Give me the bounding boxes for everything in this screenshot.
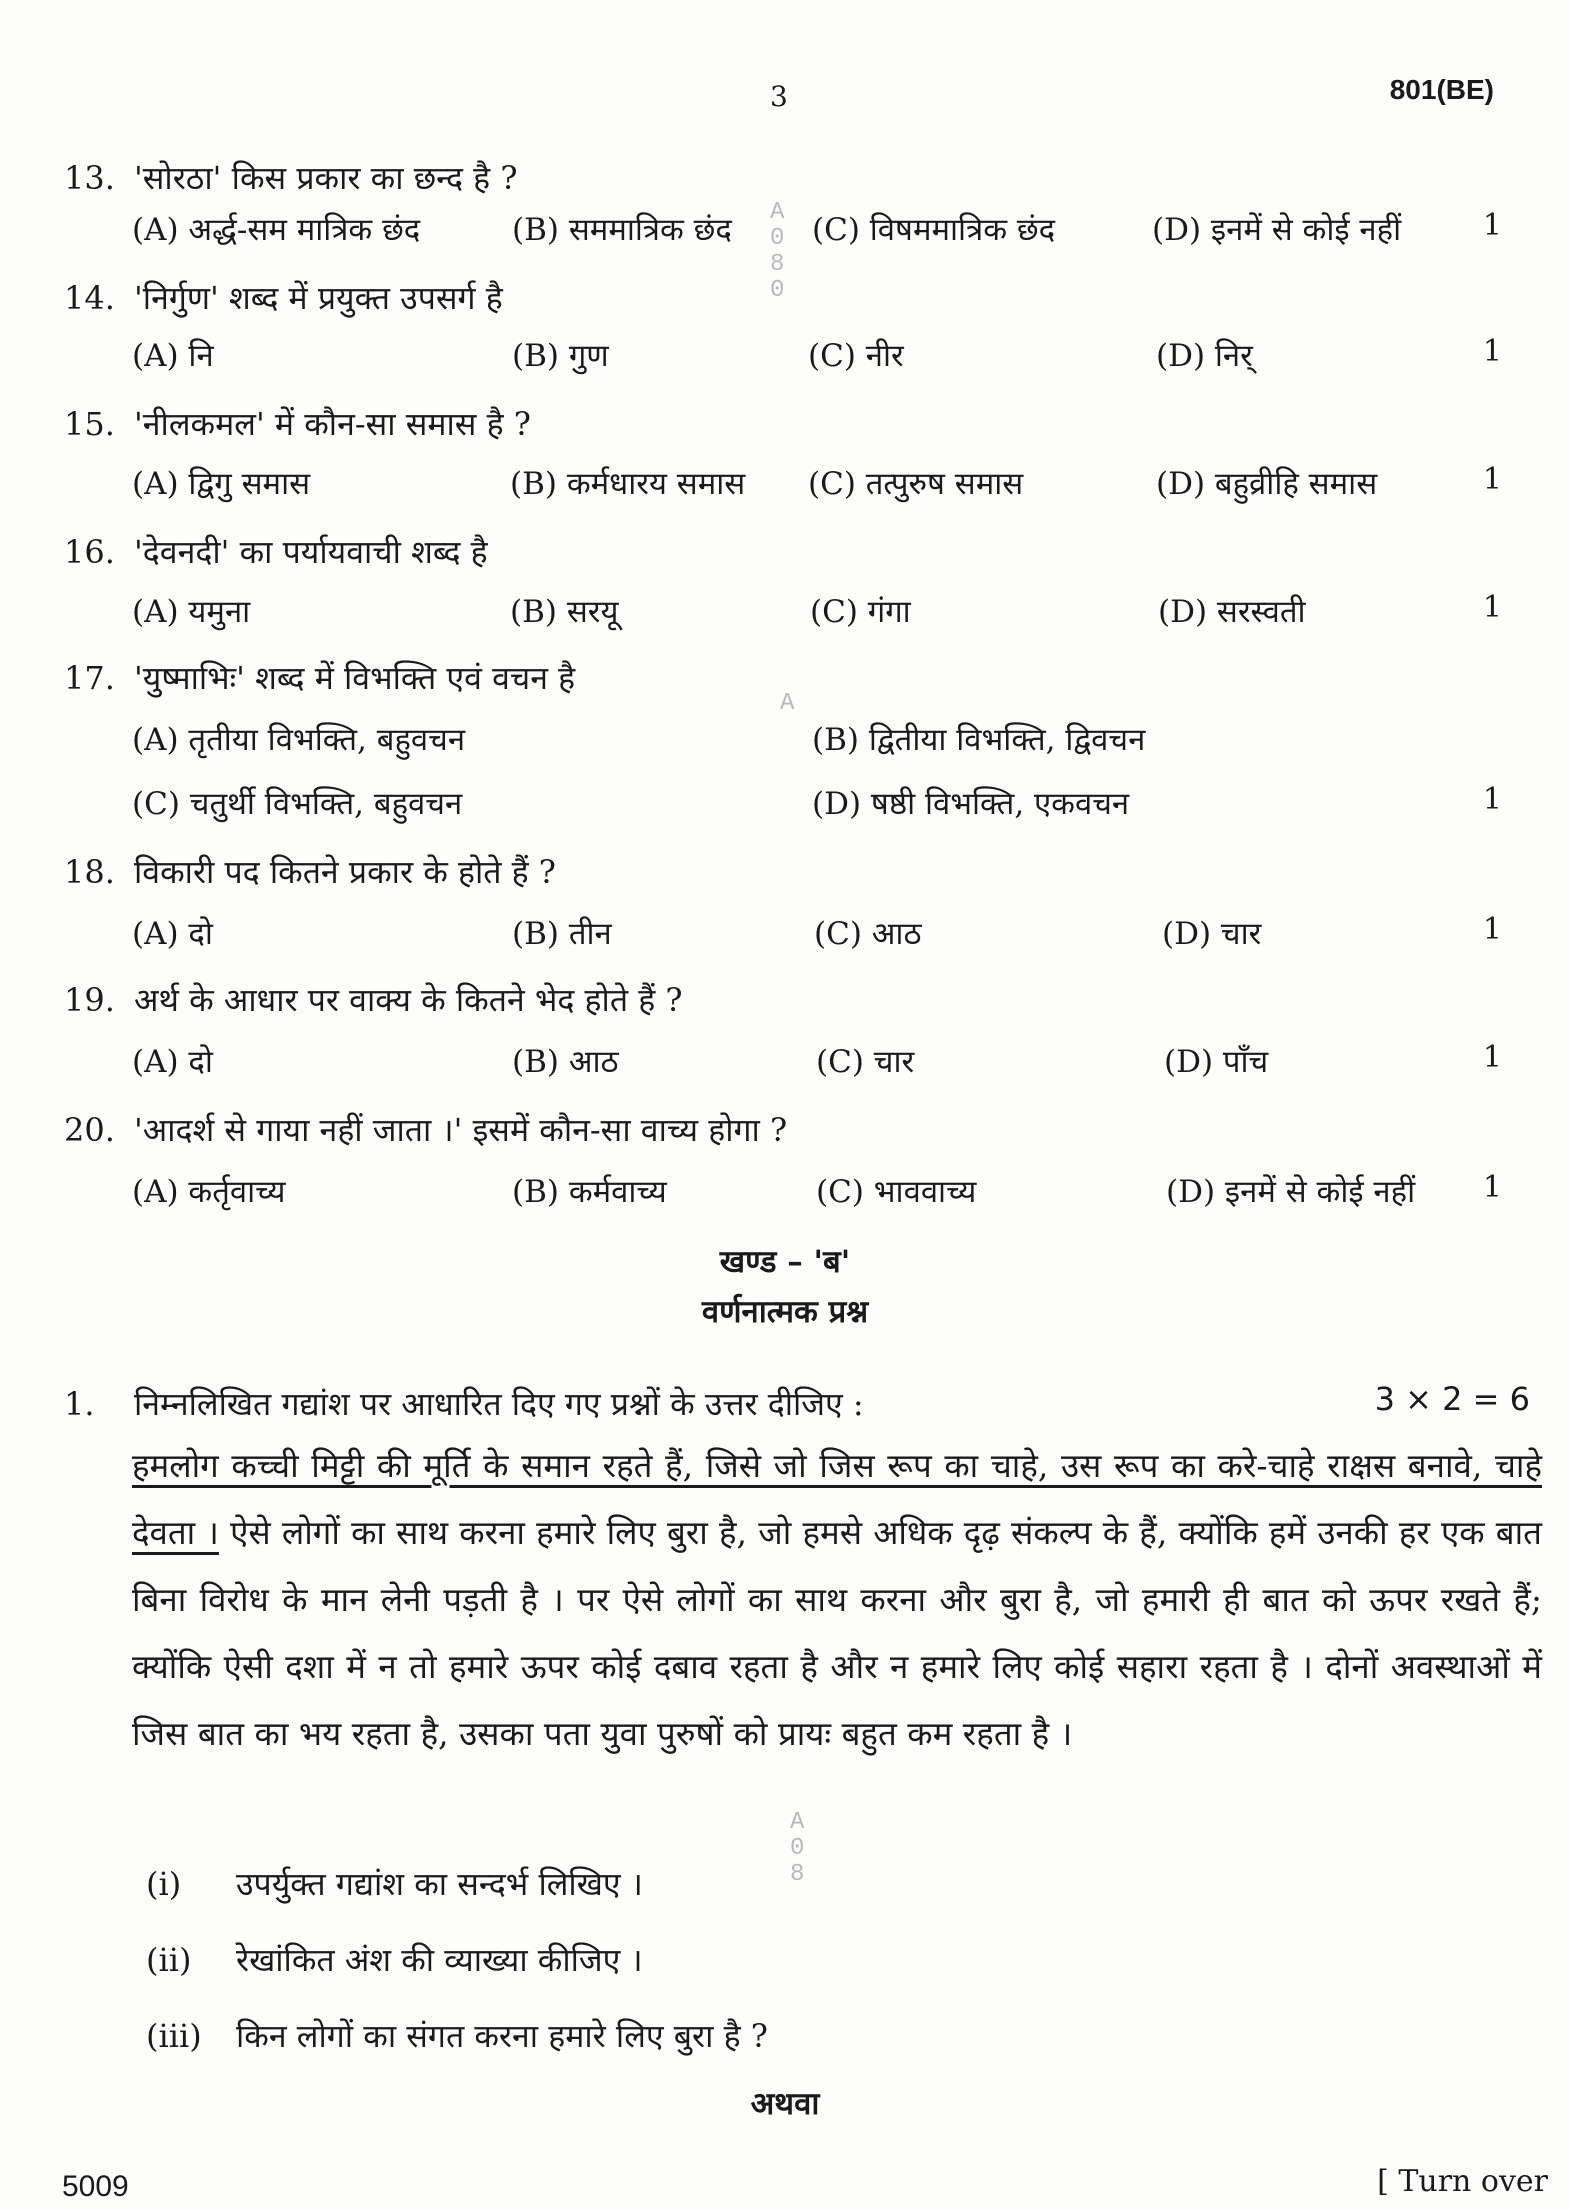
question-text: 'सोरठा' किस प्रकार का छन्द है ? xyxy=(134,159,518,197)
turn-over: [ Turn over xyxy=(1377,2164,1548,2199)
option-b: (B) गुण xyxy=(512,338,609,374)
marks: 1 xyxy=(1482,462,1502,497)
question-text: विकारी पद कितने प्रकार के होते हैं ? xyxy=(134,853,556,891)
marks: 1 xyxy=(1482,1040,1502,1075)
section-subtitle: वर्णनात्मक प्रश्न xyxy=(701,1294,869,1330)
option-c: (C) आठ xyxy=(814,916,922,952)
question-number: 13. xyxy=(64,159,115,197)
option-d: (D) बहुव्रीहि समास xyxy=(1156,466,1378,502)
question-number: 18. xyxy=(64,853,115,891)
marks: 1 xyxy=(1482,590,1502,625)
option-b: (B) कर्मधारय समास xyxy=(510,466,746,502)
sub-text: किन लोगों का संगत करना हमारे लिए बुरा है ? xyxy=(236,2017,768,2055)
sub-text: उपर्युक्त गद्यांश का सन्दर्भ लिखिए । xyxy=(236,1865,643,1903)
page-number: 3 xyxy=(770,80,788,113)
question-number: 15. xyxy=(64,405,115,443)
option-d: (D) सरस्वती xyxy=(1158,594,1306,630)
option-d: (D) इनमें से कोई नहीं xyxy=(1152,212,1402,248)
sub-number: (iii) xyxy=(146,2017,202,2055)
or-divider: अथवा xyxy=(750,2086,820,2122)
option-b: (B) आठ xyxy=(512,1044,619,1080)
long-question-marks: 3 × 2 = 6 xyxy=(1374,1380,1530,1418)
option-a: (A) अर्द्ध-सम मात्रिक छंद xyxy=(132,212,421,248)
option-c: (C) चार xyxy=(816,1044,915,1080)
question-15 xyxy=(64,402,1524,445)
option-a: (A) दो xyxy=(132,1044,213,1080)
option-a: (A) यमुना xyxy=(132,594,251,630)
option-c: (C) विषममात्रिक छंद xyxy=(812,212,1056,248)
marks: 1 xyxy=(1482,782,1502,817)
question-20 xyxy=(64,1108,1524,1151)
question-number: 17. xyxy=(64,659,115,697)
option-b: (B) द्वितीया विभक्ति, द्विवचन xyxy=(812,722,1146,758)
question-19 xyxy=(64,978,1524,1021)
question-text: 'नीलकमल' में कौन-सा समास है ? xyxy=(134,405,531,443)
option-b: (B) सरयू xyxy=(510,594,619,630)
option-a: (A) कर्तृवाच्य xyxy=(132,1174,286,1210)
option-c: (C) भाववाच्य xyxy=(816,1174,977,1210)
marks: 1 xyxy=(1482,334,1502,369)
scan-stamp: A xyxy=(780,690,795,717)
sub-number: (i) xyxy=(146,1865,182,1903)
option-a: (A) द्विगु समास xyxy=(132,466,311,502)
section-title: खण्ड – 'ब' xyxy=(719,1244,851,1280)
option-b: (B) कर्मवाच्य xyxy=(512,1174,667,1210)
sub-question-i xyxy=(146,1862,643,1905)
sub-number: (ii) xyxy=(146,1941,192,1979)
paper-code: 801(BE) xyxy=(1389,74,1494,105)
question-text: 'निर्गुण' शब्द में प्रयुक्त उपसर्ग है xyxy=(134,279,503,317)
option-d: (D) निर् xyxy=(1156,338,1253,374)
option-c: (C) चतुर्थी विभक्ति, बहुवचन xyxy=(132,786,463,822)
option-c: (C) गंगा xyxy=(810,594,911,630)
sub-text: रेखांकित अंश की व्याख्या कीजिए । xyxy=(236,1941,643,1979)
marks: 1 xyxy=(1482,1170,1502,1205)
sub-question-iii xyxy=(146,2014,768,2057)
question-13 xyxy=(64,156,1524,199)
question-text: 'युष्माभिः' शब्द में विभक्ति एवं वचन है xyxy=(134,659,576,697)
option-a: (A) नि xyxy=(132,338,214,374)
question-text: 'आदर्श से गाया नहीं जाता ।' इसमें कौन-सा वाच्य होगा ? xyxy=(134,1111,788,1149)
option-d: (D) पाँच xyxy=(1164,1044,1269,1080)
scan-stamp: A 0 8 0 xyxy=(770,199,785,304)
option-d: (D) षष्ठी विभक्ति, एकवचन xyxy=(812,786,1130,822)
question-number: 20. xyxy=(64,1111,115,1149)
question-16 xyxy=(64,530,1524,573)
question-text: 'देवनदी' का पर्यायवाची शब्द है xyxy=(134,533,488,571)
scan-stamp: A 0 8 xyxy=(790,1809,805,1888)
question-number: 16. xyxy=(64,533,115,571)
question-number: 14. xyxy=(64,279,115,317)
option-b: (B) सममात्रिक छंद xyxy=(512,212,732,248)
option-c: (C) नीर xyxy=(808,338,904,374)
option-d: (D) इनमें से कोई नहीं xyxy=(1166,1174,1416,1210)
question-number: 1. xyxy=(64,1385,95,1423)
marks: 1 xyxy=(1482,208,1502,243)
option-a: (A) तृतीया विभक्ति, बहुवचन xyxy=(132,722,466,758)
passage-text: ऐसे लोगों का साथ करना हमारे लिए बुरा है, जो हमसे अधिक दृढ़ संकल्प के हैं, क्योंकि हमें उनकी हर एक बात बिना विरोध के मान लेनी पड़ती है । पर ऐसे लोगों का साथ करना और बुरा है, जो हमारी ही बात को ऊपर रखते हैं; क्योंकि ऐसी दशा में न तो हमारे ऊपर कोई दबाव रहता है और न हमारे लिए कोई सहारा रहता है । दोनों अवस्थाओं में जिस बात का भय रहता है, उसका पता युवा पुरुषों को प्रायः बहुत कम रहता है । xyxy=(132,1513,1542,1753)
page-code: 5009 xyxy=(62,2170,129,2203)
question-text: अर्थ के आधार पर वाक्य के कितने भेद होते हैं ? xyxy=(134,981,683,1019)
option-b: (B) तीन xyxy=(512,916,612,952)
passage xyxy=(132,1432,1542,1767)
option-c: (C) तत्पुरुष समास xyxy=(808,466,1024,502)
option-a: (A) दो xyxy=(132,916,213,952)
long-question-1 xyxy=(64,1382,1524,1425)
passage-underlined: हमलोग कच्ची मिट्टी की मूर्ति के समान रहते हैं, जिसे जो जिस रूप का चाहे, उस रूप का करे-चाहे राक्षस बनावे, चाहे देवता । xyxy=(132,1446,1542,1552)
question-18 xyxy=(64,850,1524,893)
sub-question-ii xyxy=(146,1938,643,1981)
question-text: निम्नलिखित गद्यांश पर आधारित दिए गए प्रश्नों के उत्तर दीजिए : xyxy=(134,1385,864,1423)
question-number: 19. xyxy=(64,981,115,1019)
option-d: (D) चार xyxy=(1162,916,1262,952)
marks: 1 xyxy=(1482,912,1502,947)
